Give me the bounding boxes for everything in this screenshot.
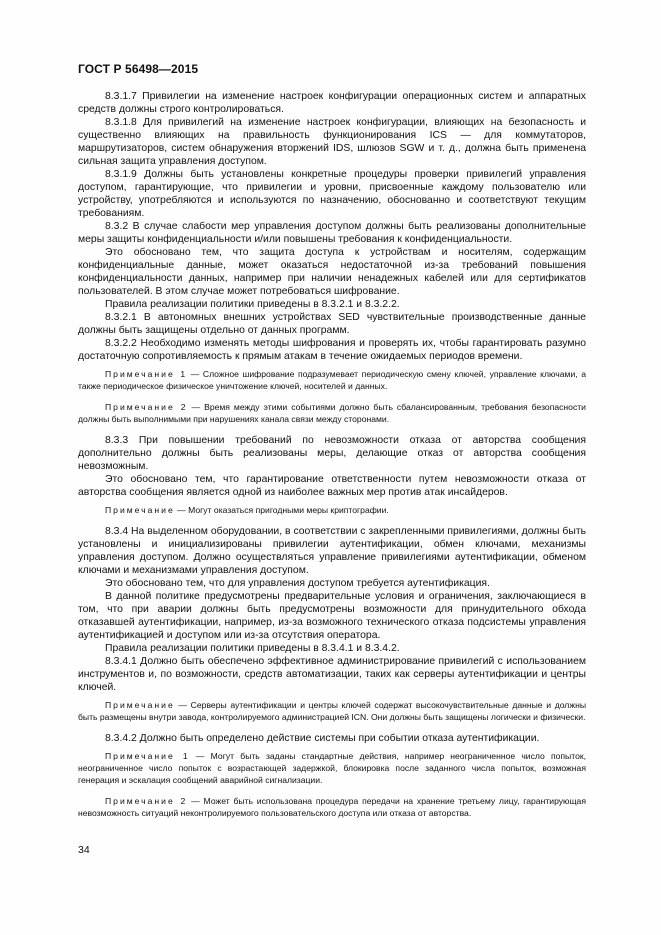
body-paragraph: 8.3.4.2 Должно быть определено действие системы при событии отказа аутентификации. — [105, 733, 540, 744]
note-text: — Могут быть заданы стандартные действия, например неограниченное число попыток, неограниченное число попыток с возрастающей задержкой, блокировка после заданного числа попыток, возможная генерация и эскалация сообщений аварийной сигнализации. — [78, 751, 586, 785]
note-paragraph — [78, 368, 586, 392]
page-number: 34 — [78, 844, 90, 856]
note-label: Примечание — [105, 505, 175, 515]
body-paragraph: 8.3.4 На выделенном оборудовании, в соответствии с закрепленными привилегиями, должны быть установлены и инициализированы привилегии аутентификации, обмен ключами, механизмы управления доступом. Должно осуществляться управление привилегиями аутентификации, обменом ключами и механизмами управления доступом. — [78, 526, 586, 576]
note-label: Примечание — [105, 700, 175, 710]
body-paragraph: Правила реализации политики приведены в 8.3.4.1 и 8.3.4.2. — [105, 643, 400, 654]
body-paragraph: 8.3.1.9 Должны быть установлены конкретные процедуры проверки привилегий управления доступом, гарантирующие, что привилегии и уровни, присвоенные каждому пользователю или устройству, употребляются и используются по назначению, обоснованно и соответствуют текущим требованиям. — [78, 169, 586, 219]
body-paragraph: 8.3.1.8 Для привилегий на изменение настроек конфигурации, влияющих на безопасность и существенно влияющих на правильность функционирования ICS — для коммутаторов, маршрутизаторов, систем обнаружения вторжений IDS, шлюзов SGW и т. д., должна быть применена сильная защита управления доступом. — [78, 117, 586, 167]
body-paragraph: 8.3.2.2 Необходимо изменять методы шифрования и проверять их, чтобы гарантировать разумно достаточную сопротивляемость к прямым атакам в течение ожидаемых периодов времени. — [78, 338, 586, 362]
note-text: — Серверы аутентификации и центры ключей содержат высокочувствительные данные и должны быть размещены внутри завода, контролируемого администрацией ICN. Они должны быть защищены логически и физически. — [78, 700, 586, 722]
note-text: — Может быть использована процедура передачи на хранение третьему лицу, гарантирующая невозможность ситуаций неконтролируемого пользовательского доступа или отказа от авторства. — [78, 796, 586, 818]
body-paragraph: Это обосновано тем, что гарантирование ответственности путем невозможности отказа от авторства сообщения является одной из наиболее важных мер против атак инсайдеров. — [78, 474, 586, 498]
note-paragraph — [78, 504, 586, 516]
body-paragraph: Правила реализации политики приведены в 8.3.2.1 и 8.3.2.2. — [105, 299, 400, 310]
body-paragraph: Это обосновано тем, что защита доступа к устройствам и носителям, содержащим конфиденциальные данные, может оказаться недостаточной из-за требований повышения конфиденциальности данных, например при наличии ненадежных кабелей или для сертификатов пользователей. В этом случае может потребоваться шифрование. — [78, 247, 586, 297]
document-body — [78, 90, 586, 828]
body-paragraph: 8.3.2.1 В автономных внешних устройствах SED чувствительные производственные данные должны быть защищены отдельно от данных программ. — [78, 312, 586, 336]
note-paragraph — [78, 699, 586, 723]
note-label: Примечание 1 — [105, 751, 190, 761]
body-paragraph: В данной политике предусмотрены предварительные условия и ограничения, заключающиеся в том, что при аварии должны быть предусмотрены возможности для принудительного обхода отказавшей аутентификации, например, из-за возможного технического отказа подсистемы управления аутентификацией и доступом или из-за отсутствия оператора. — [78, 591, 586, 641]
body-paragraph: Это обосновано тем, что для управления доступом требуется аутентификация. — [105, 578, 490, 589]
note-text: — Время между этими событиями должно быть сбалансированным, требования безопасности должны быть выполнимыми при нарушениях канала связи между сторонами. — [78, 402, 586, 424]
body-paragraph: 8.3.1.7 Привилегии на изменение настроек конфигурации операционных систем и аппаратных средств должны строго контролироваться. — [78, 91, 586, 115]
note-label: Примечание 1 — [105, 369, 188, 379]
note-label: Примечание 2 — [105, 796, 188, 806]
standard-header: ГОСТ Р 56498—2015 — [78, 62, 199, 76]
note-label: Примечание 2 — [105, 402, 188, 412]
note-text: — Сложное шифрование подразумевает периодическую смену ключей, управление ключами, а также периодическое физическое уничтожение ключей, носителей и данных. — [78, 369, 586, 391]
note-paragraph — [78, 750, 586, 786]
note-paragraph — [78, 401, 586, 425]
body-paragraph: 8.3.3 При повышении требований по невозможности отказа от авторства сообщения дополнительно должны быть реализованы меры, делающие отказ от авторства сообщения невозможным. — [78, 435, 586, 472]
body-paragraph: 8.3.2 В случае слабости мер управления доступом должны быть реализованы дополнительные меры защиты конфиденциальности и/или повышены требования к конфиденциальности. — [78, 221, 586, 245]
note-text: — Могут оказаться пригодными меры криптографии. — [174, 505, 389, 515]
note-paragraph — [78, 795, 586, 819]
body-paragraph: 8.3.4.1 Должно быть обеспечено эффективное администрирование привилегий с использованием инструментов и, по возможности, средств автоматизации, таких как серверы аутентификации и центры ключей. — [78, 656, 586, 693]
